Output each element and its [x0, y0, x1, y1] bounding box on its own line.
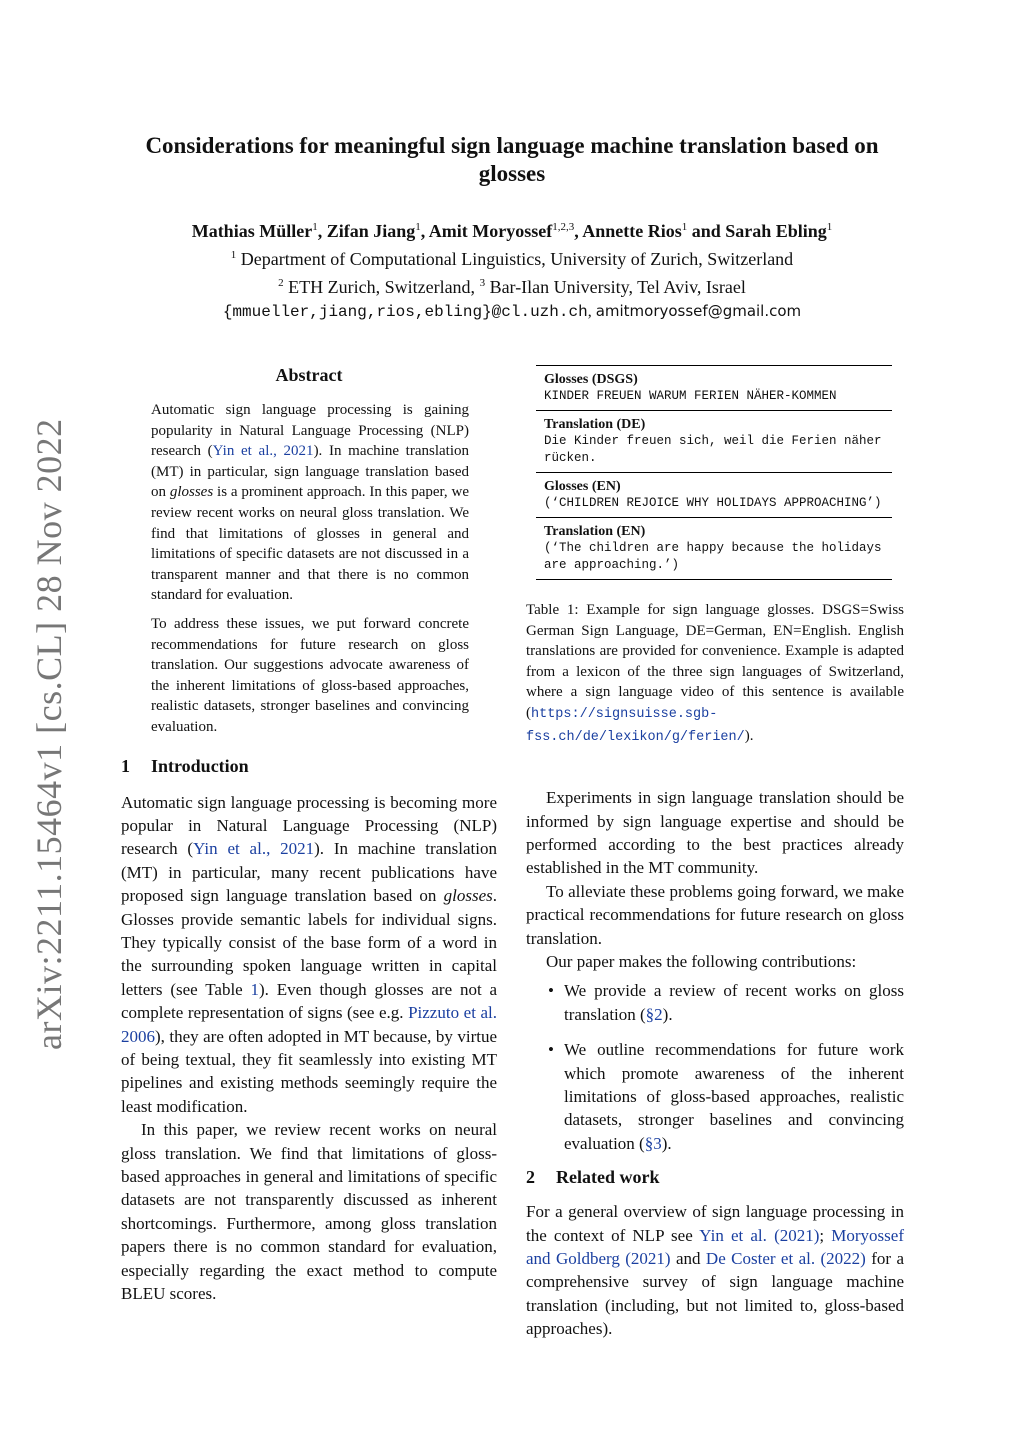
abstract-paragraph: Automatic sign language processing is gaining popularity in Natural Language Processing (NLP) research (Yin et al., 2021). In machine translation (MT) in particular, sign language translation based on glosses is a prominent approach. In this paper, we review recent works on neural gloss translation. We find that limitations of glosses in general and limitations of specific datasets are not discussed in a transparent manner and that there is no common standard for evaluation. [151, 402, 470, 604]
citation-year-link[interactable]: (2021) [625, 1249, 671, 1269]
body-paragraph: Our paper makes the following contributions: [546, 952, 857, 971]
table-row-label: Translation (EN) [544, 524, 646, 539]
section-heading-related-work: 2 Related work [526, 1167, 660, 1188]
citation-year-link[interactable]: (2022) [820, 1249, 866, 1269]
table-row-label: Glosses (EN) [544, 479, 621, 494]
section-reference-link[interactable]: §2 [645, 1004, 663, 1024]
author: Mathias Müller [191, 221, 313, 241]
list-item: • We provide a review of recent works on gloss translation (§2). [526, 979, 904, 1026]
author-emails: {mmueller,jiang,rios,ebling}@cl.uzh.ch, amitmoryossef@gmail.com [222, 302, 802, 321]
list-item: • We outline recommendations for future work which promote awareness of the inherent limitations of gloss-based approaches, realistic datasets, stronger baselines and convincing evaluation (§3). [526, 1038, 904, 1155]
table-row-value: Die Kinder freuen sich, weil die Ferien näher rücken. [544, 434, 882, 465]
abstract-heading: Abstract [275, 365, 343, 385]
author: Zifan Jiang [326, 221, 416, 241]
citation-link[interactable]: Yin et al., 2021 [212, 443, 314, 460]
table-row-label: Translation (DE) [544, 417, 646, 432]
citation-link[interactable]: De Coster et al. [705, 1249, 816, 1269]
intro-paragraph: In this paper, we review recent works on neural gloss translation. We find that limitations of gloss-based approaches in general and limitations of specific datasets are not transparently discussed as inherent shortcomings. Furthermore, among gloss translation papers there is no common standard for evaluation, especially regarding the exact method to compute BLEU scores. [121, 1120, 497, 1304]
contributions-list [526, 979, 904, 1155]
table-row [536, 518, 892, 579]
table-reference-link[interactable]: 1 [250, 979, 260, 999]
intro-paragraph: Automatic sign language processing is becoming more popular in Natural Language Processing (NLP) research (Yin et al., 2021). In machine translation (MT) in particular, many recent publications have proposed sign language translation based on glosses. Glosses provide semantic labels for individual signs. They typically consist of the base form of a word in the surrounding spoken language written in capital letters (see Table 1). Even though glosses are not a complete representation of signs (see e.g. Pizzuto et al. 2006), they are often adopted in MT because, by virtue of being textual, they fit seamlessly into existing MT pipelines and existing methods seemingly require the least modification. [121, 792, 498, 1116]
related-work-paragraph: For a general overview of sign language processing in the context of NLP see Yin et al. (2021); Moryossef and Goldberg (2021) and De Coster et al. (2022) for a comprehensive survey of sign language machine translation (including, but not limited to, gloss-based approaches). [526, 1202, 905, 1339]
section-heading-introduction: 1 Introduction [121, 755, 249, 776]
paper-title: Considerations for meaningful sign language machine translation based on glosses [145, 133, 879, 186]
table-row-value: (‘The children are happy because the holidays are approaching.’) [544, 541, 882, 572]
affiliation-line-1: $^1$ Department of Computational Linguistics, University of Zurich, Switzerland [230, 249, 794, 269]
citation-link[interactable]: Pizzuto et al. 2006 [121, 1003, 498, 1046]
abstract-paragraph: To address these issues, we put forward concrete recommendations for future research on gloss translation. Our suggestions advocate awareness of the inherent limitations of gloss-based approaches, realistic datasets, stronger baselines and convincing evaluation. [151, 615, 469, 735]
citation-link[interactable]: Moryossef and Goldberg [526, 1225, 904, 1269]
author: Annette Rios [582, 221, 682, 241]
arxiv-identifier: arXiv:2211.15464v1 [cs.CL] 28 Nov 2022 [29, 418, 69, 1050]
citation-link[interactable]: Yin et al. [699, 1225, 767, 1245]
table-row-value: (‘CHILDREN REJOICE WHY HOLIDAYS APPROACHING’) [544, 496, 882, 510]
body-paragraph: To alleviate these problems going forward, we make practical recommendations for future research on gloss translation. [526, 881, 904, 948]
citation-link[interactable]: Yin et al., 2021 [193, 839, 315, 859]
author: Sarah Ebling [725, 221, 827, 241]
right-column [526, 365, 904, 1341]
table-row [536, 366, 892, 411]
table-row-label: Glosses (DSGS) [544, 372, 638, 387]
author: Amit Moryossef [428, 221, 553, 241]
gloss-example-table [536, 365, 892, 580]
affiliation-line-2: $^2$ ETH Zurich, Switzerland, $^3$ Bar-Ilan University, Tel Aviv, Israel [278, 277, 746, 297]
author-names: Mathias Müller$^1$, Zifan Jiang$^1$, Amit Moryossef$^{1,2,3}$, Annette Rios$^1$ and Sarah Ebling$^1$ [191, 221, 833, 241]
citation-year-link[interactable]: (2021) [774, 1225, 820, 1245]
table-caption: Table 1: Example for sign language glosses. DSGS=Swiss German Sign Language, DE=German, EN=English. English translations are provided for convenience. Example is adapted from a lexicon of the three sign languages of Switzerland, where a sign language video of this sentence is available (https://signsuisse.sgb-fss.ch/de/lexikon/g/ferien/). [526, 602, 904, 745]
section-reference-link[interactable]: §3 [644, 1133, 662, 1153]
left-column [121, 365, 497, 1305]
table-row [536, 411, 892, 473]
signsuisse-url-link[interactable]: https://signsuisse.sgb-fss.ch/de/lexikon/g/ferien/ [526, 706, 745, 745]
table-row-value: KINDER FREUEN WARUM FERIEN NÄHER-KOMMEN [544, 389, 837, 403]
body-paragraph: Experiments in sign language translation should be informed by sign language expertise and should be performed according to the best practices already established in the MT community. [526, 788, 904, 878]
abstract [151, 400, 469, 738]
table-row [536, 473, 892, 518]
author-block [100, 215, 924, 324]
